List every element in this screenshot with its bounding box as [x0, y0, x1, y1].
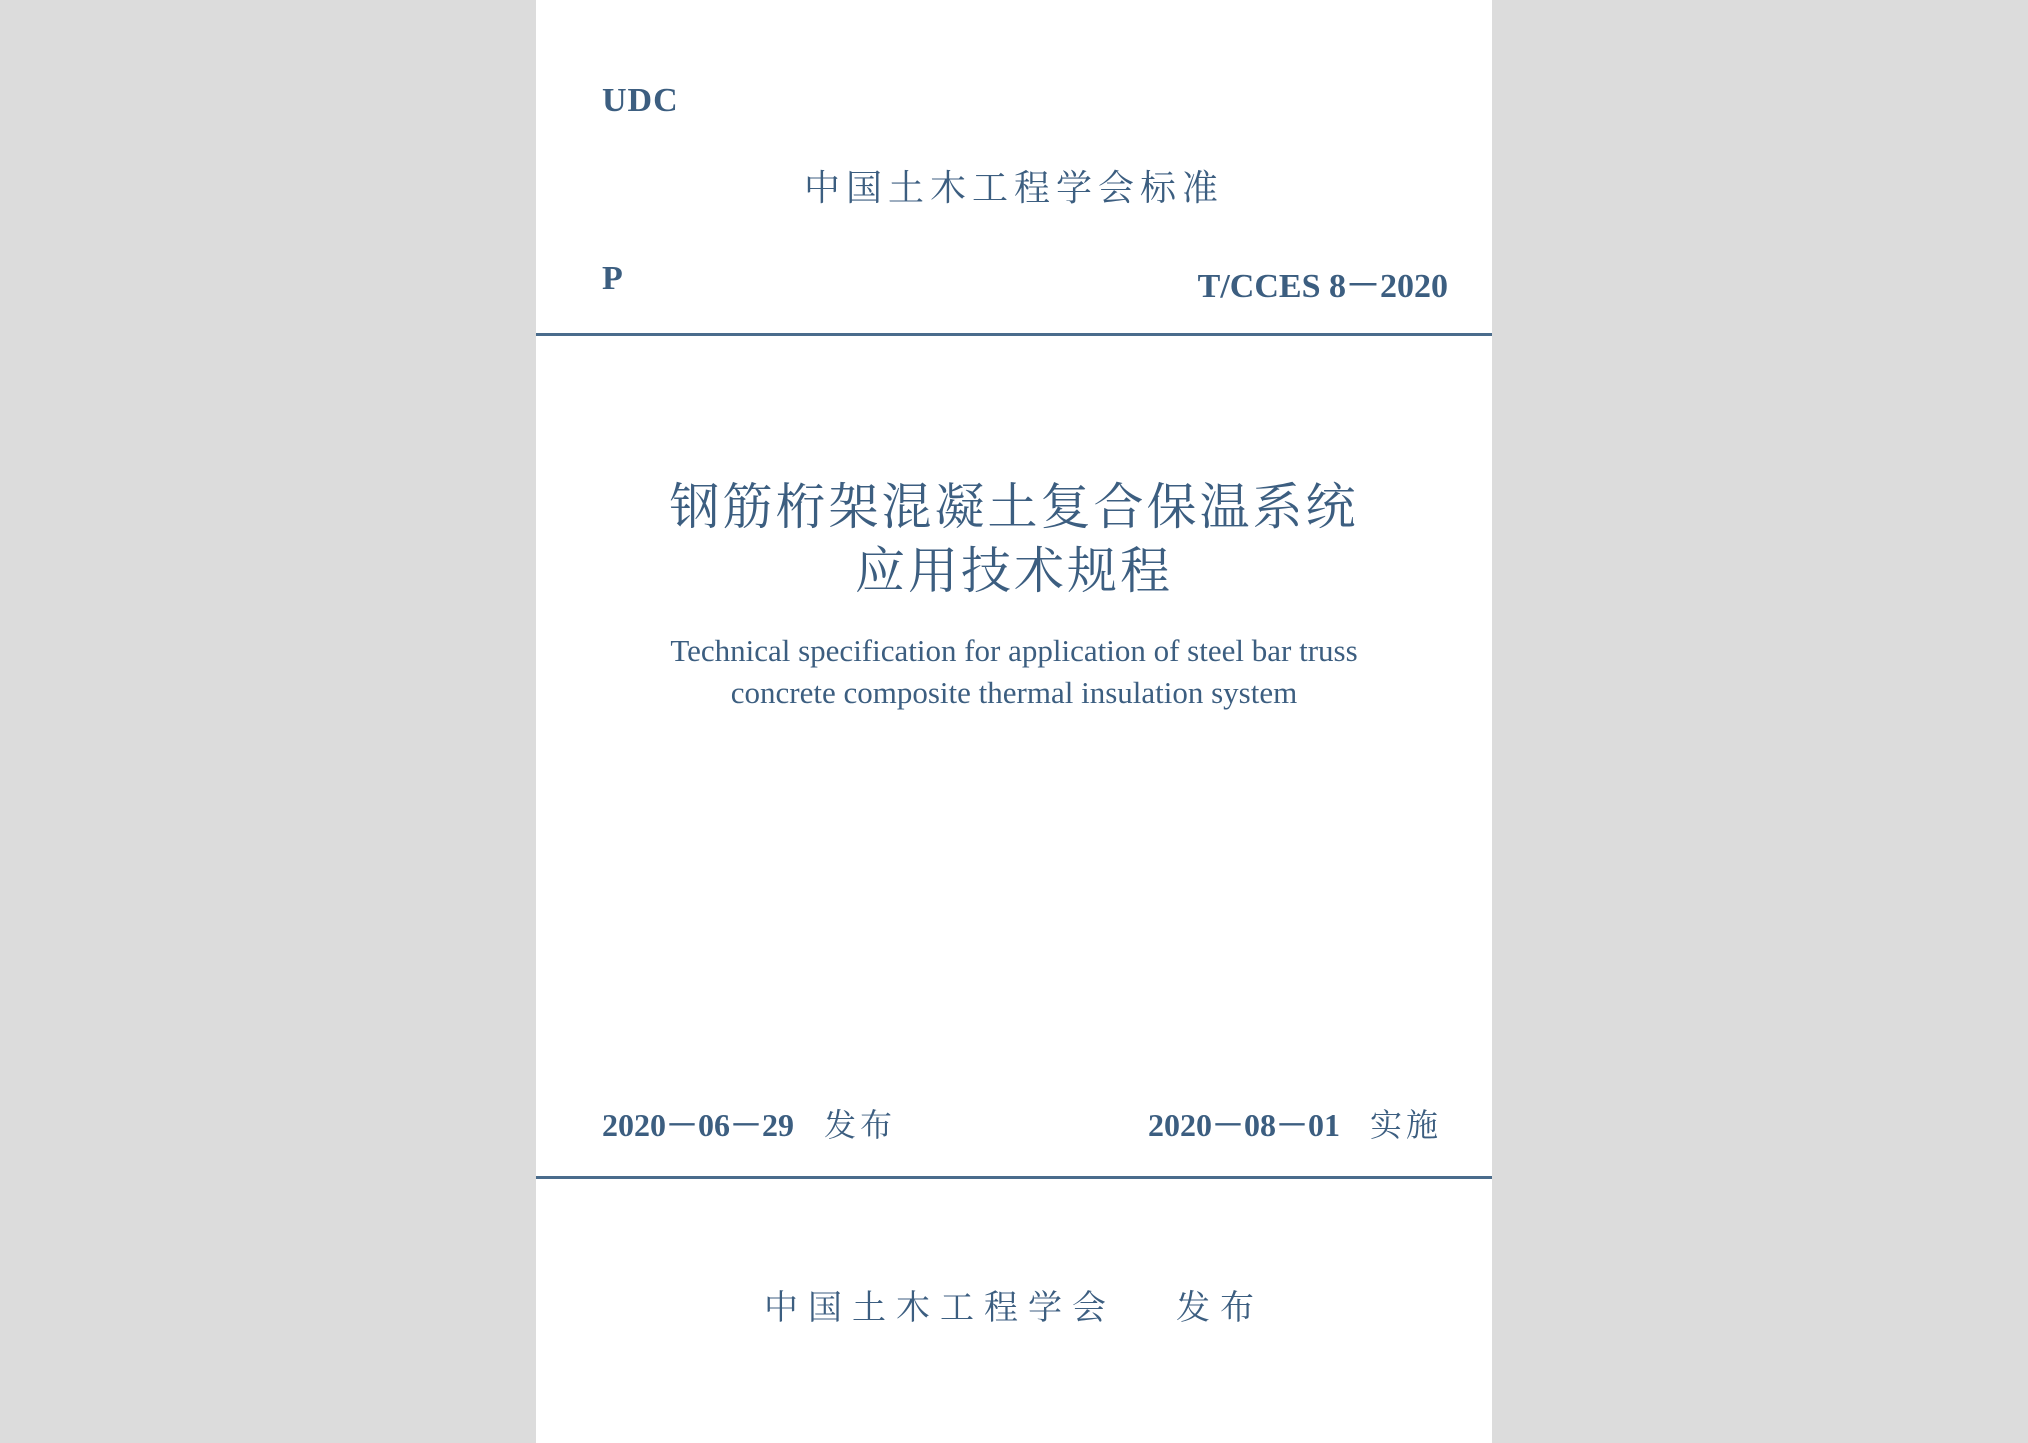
standard-cover-page	[536, 0, 1492, 1443]
category-code: P	[602, 260, 623, 297]
bottom-divider	[536, 1176, 1492, 1179]
udc-label: UDC	[602, 82, 679, 119]
issue-label: 发布	[824, 1106, 897, 1144]
publisher-line	[536, 1280, 1492, 1329]
standard-number: T/CCES 8－2020	[1197, 268, 1448, 305]
english-title-line-2: concrete composite thermal insulation system	[730, 675, 1298, 710]
publisher-name: 中国土木工程学会	[764, 1288, 1116, 1328]
english-title-line-1: Technical specification for application of steel bar truss	[670, 633, 1358, 668]
standard-series-title: 中国土木工程学会标准	[803, 168, 1224, 209]
top-divider	[536, 333, 1492, 336]
effective-label: 实施	[1369, 1106, 1442, 1144]
chinese-title-line-1: 钢筋桁架混凝土复合保温系统	[669, 478, 1359, 536]
publish-label: 发布	[1176, 1288, 1264, 1328]
effective-date-block	[1148, 1100, 1442, 1146]
issue-date: 2020－06－29	[602, 1107, 795, 1143]
effective-date: 2020－08－01	[1147, 1107, 1340, 1143]
issue-date-block	[602, 1100, 896, 1146]
chinese-title-line-2: 应用技术规程	[855, 542, 1173, 600]
